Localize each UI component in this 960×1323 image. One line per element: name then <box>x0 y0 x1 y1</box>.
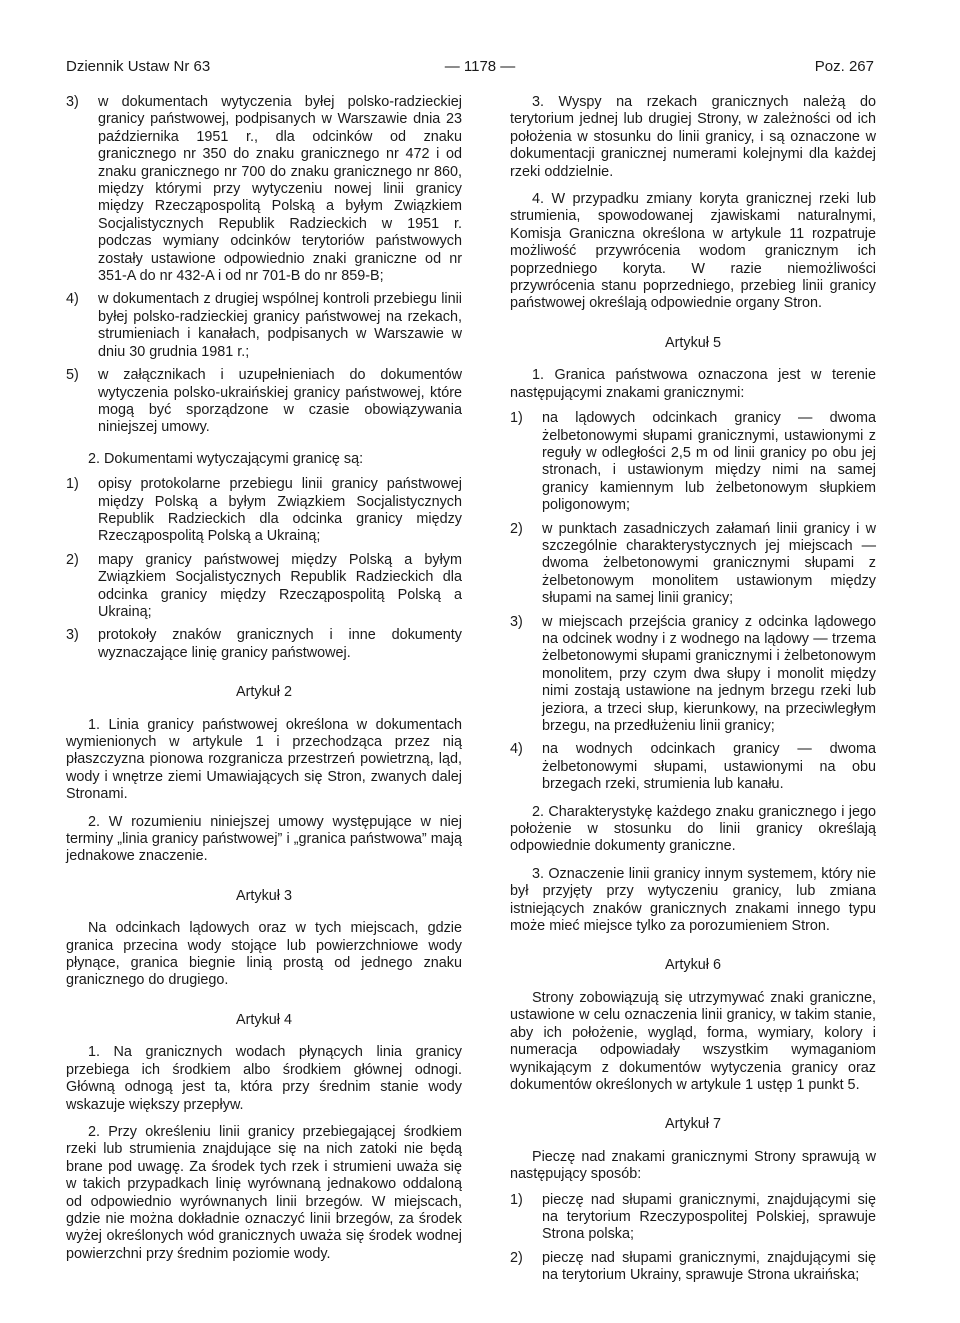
article-heading: Artykuł 5 <box>665 334 721 351</box>
paragraph: Pieczę nad znakami granicznymi Strony sprawują w następujący sposób: <box>510 1148 876 1183</box>
list-item-text: pieczę nad słupami granicznymi, znajdującymi się na terytorium Ukrainy, sprawuje Strona ukraińska; <box>542 1249 876 1284</box>
list-item-number: 5) <box>66 367 79 384</box>
list-item-text: w załącznikach i uzupełnieniach do dokumentów wytyczenia polsko-ukraińskiej granicy państwowej, które mogą być sporządzone w czasie obowiązywania niniejszej umowy. <box>98 367 462 436</box>
list-item-text: w dokumentach z drugiej wspólnej kontroli przebiegu linii byłej polsko-radzieckiej granicy państwowej na rzekach, strumieniach i kanałach, podpisanych w Warszawie w dniu 30 grudnia 1981 r.; <box>98 291 462 360</box>
list-item-text: opisy protokolarne przebiegu linii granicy państwowej między Polską a byłym Związkiem Socjalistycznych Republik Radzieckich dla odcinka granicy między Rzecząpospolitą Polską a Ukrainą; <box>98 476 462 545</box>
list-item-number: 3) <box>66 627 79 644</box>
list-item-number: 2) <box>510 520 523 537</box>
paragraph: 3. Oznaczenie linii granicy innym systemem, który nie był przyjęty przy wytyczeniu granicy, lub zmiana istniejących znaków granicznych znakami innego typu może mieć miejsce tylko za porozumieniem Stron. <box>510 865 876 935</box>
document-item-3 <box>66 627 462 662</box>
care-item-1 <box>510 1192 876 1244</box>
paragraph: Strony zobowiązują się utrzymywać znaki graniczne, ustawione w celu oznaczenia linii granicy, w takim stanie, aby ich położenie, wygląd, forma, wymiary, kolory i numeracja odpowiadały wszystkim wymaganiom wynikającym z dokumentów wytyczenia granicy oraz dokumentów określonych w artykule 1 ustęp 1 punkt 5. <box>510 989 876 1093</box>
care-item-2 <box>510 1250 876 1285</box>
paragraph: Na odcinkach lądowych oraz w tych miejscach, gdzie granica przecina wody stojące lub powierzchniowe wody płynące, granica biegnie linią prostą od jednego znaku granicznego do drugiego. <box>66 920 462 989</box>
paragraph: 1. Linia granicy państwowej określona w dokumentach wymienionych w artykule 1 i przechodząca przez nią płaszczyzna pionowa rozgranicza przestrzeń powietrzną, ląd, wody i wnętrze ziemi Umawiających się Stron, zwanych dalej Stronami. <box>66 716 462 803</box>
list-item-text: na lądowych odcinkach granicy — dwoma żelbetonowymi słupami granicznymi, ustawionymi z reguły w odległości 2,5 m od linii granicy po obu jej stronach, i ustawionym między nimi na samej granicy kamiennym lub żelbetonowym słupkiem poligonowym; <box>542 410 876 514</box>
article-heading: Artykuł 6 <box>665 957 721 974</box>
paragraph: 1. Na granicznych wodach płynących linia granicy przebiega ich środkiem albo środkiem głównej odnogi. Główną odnogą jest ta, która przy średnim stanie wody wskazuje większy przepływ. <box>66 1044 462 1113</box>
paragraph: 2. W rozumieniu niniejszej umowy występujące w niej terminy „linia granicy państwowej” i „granica państwowa” mają jednakowe znaczenie. <box>66 813 462 865</box>
list-item-number: 2) <box>66 551 79 568</box>
position-number: Poz. 267 <box>814 58 874 75</box>
paragraph: 2. Dokumentami wytyczającymi granicę są: <box>88 450 364 467</box>
article-heading: Artykuł 7 <box>665 1116 721 1133</box>
article-heading: Artykuł 2 <box>236 684 292 701</box>
paragraph: 3. Wyspy na rzekach granicznych należą do terytorium jednej lub drugiej Strony, w zależności od ich położenia w stosunku do linii granicy, i są oznaczone w dokumentacji granicznej numerami kolejnymi dla każdej rzeki oddzielnie. <box>510 94 876 180</box>
list-item-number: 1) <box>66 476 79 493</box>
list-item-text: pieczę nad słupami granicznymi, znajdującymi się na terytorium Rzeczypospolitej Polskiej, sprawuje Strona polska; <box>542 1191 876 1243</box>
right-column <box>510 94 876 1285</box>
list-item-text: protokoły znaków granicznych i inne dokumenty wyznaczające linię granicy państwowej. <box>98 627 462 661</box>
paragraph: 2. Przy określeniu linii granicy przebiegającej środkiem rzeki lub strumienia znajdujące się na nich zatoki nie będą brane pod uwagę. Za środek tych rzek i strumieni uważa się w takich przypadkach linię wyrównaną jednakowo oddaloną od odpowiednio wyrównanych linii brzegów. W miejscach, gdzie nie można dokładnie oznaczyć linii brzegów, za środek wyżej określonych wód granicznych uważa się środek wodnej powierzchni przy średnim poziomie wody. <box>66 1123 462 1262</box>
list-item-text: na wodnych odcinkach granicy — dwoma żelbetonowymi słupami, ustawionymi na obu brzegach rzeki, strumienia lub kanału. <box>542 741 876 793</box>
list-item-4 <box>66 291 462 361</box>
list-item-text: w punktach zasadniczych załamań linii granicy i w szczególnie charakterystycznych jej miejscach — dwoma żelbetonowymi granicznymi słupami z żelbetonowym monolitem ustawionym między słupami na samej linii granicy; <box>542 520 876 607</box>
list-item-text: w miejscach przejścia granicy z odcinka lądowego na odcinek wodny i z wodnego na lądowy — trzema żelbetonowymi słupami granicznymi i żelbetonowym monolitem, przy czym dwa słupy i monolit między nimi zostają ustawione na jednym brzegu rzeki lub jeziora, a trzeci słup, kierunkowy, na przeciwległym brzegu, na przedłużeniu linii granicy; <box>542 613 876 734</box>
list-item-number: 1) <box>510 410 523 427</box>
sign-item-1 <box>510 410 876 514</box>
list-item-number: 1) <box>510 1191 523 1208</box>
list-item-number: 3) <box>510 613 523 630</box>
left-column <box>66 94 462 1263</box>
list-item-5 <box>66 367 462 437</box>
paragraph: 2. Charakterystykę każdego znaku granicznego i jego położenie w stosunku do linii granicy określają odpowiednie dokumenty graniczne. <box>510 803 876 855</box>
page-number: — 1178 — <box>444 58 516 75</box>
document-item-1 <box>66 476 462 546</box>
list-item-number: 2) <box>510 1249 523 1266</box>
list-item-text: w dokumentach wytyczenia byłej polsko-radzieckiej granicy państwowej, podpisanych w Warszawie dnia 23 października 1951 r., dla odcinków od znaku granicznego nr 350 do znaku granicznego nr 472 i od znaku granicznego nr 700 do znaku granicznego nr 860, między którymi przy wytyczeniu nowej linii granicy między Rzecząpospolitą Polską a byłym Związkiem Socjalistycznych Republik Radzieckich w 1951 r. podczas wymiany odcinków terytoriów państwowych zostały ustawione odpowiednio znaki graniczne od nr 351-A do nr 432-A i od nr 701-B do nr 859-B; <box>98 94 462 285</box>
list-item-number: 4) <box>510 741 523 758</box>
list-item-text: mapy granicy państwowej między Polską a byłym Związkiem Socjalistycznych Republik Radzieckich dla odcinka granicy między Rzecząpospolitą Polską a Ukrainą; <box>98 551 462 620</box>
document-item-2 <box>66 552 462 622</box>
list-item-number: 4) <box>66 291 79 308</box>
article-heading: Artykuł 4 <box>236 1011 292 1028</box>
journal-title: Dziennik Ustaw Nr 63 <box>66 58 211 75</box>
sign-item-2 <box>510 521 876 608</box>
sign-item-4 <box>510 741 876 793</box>
list-item-3 <box>66 94 462 285</box>
paragraph: 4. W przypadku zmiany koryta granicznej rzeki lub strumienia, spowodowanej zjawiskami naturalnymi, Komisja Graniczna określona w artykule 11 rozpatruje możliwość przywrócenia wodom granicznym ich poprzedniego koryta. W razie niemożliwości przywrócenia stanu poprzedniego, przebieg linii granicy państwowej określają odpowiednie organy Stron. <box>510 191 876 312</box>
sign-item-3 <box>510 614 876 736</box>
paragraph: 1. Granica państwowa oznaczona jest w terenie następującymi znakami granicznymi: <box>510 367 876 401</box>
article-heading: Artykuł 3 <box>236 887 292 904</box>
list-item-number: 3) <box>66 94 79 110</box>
